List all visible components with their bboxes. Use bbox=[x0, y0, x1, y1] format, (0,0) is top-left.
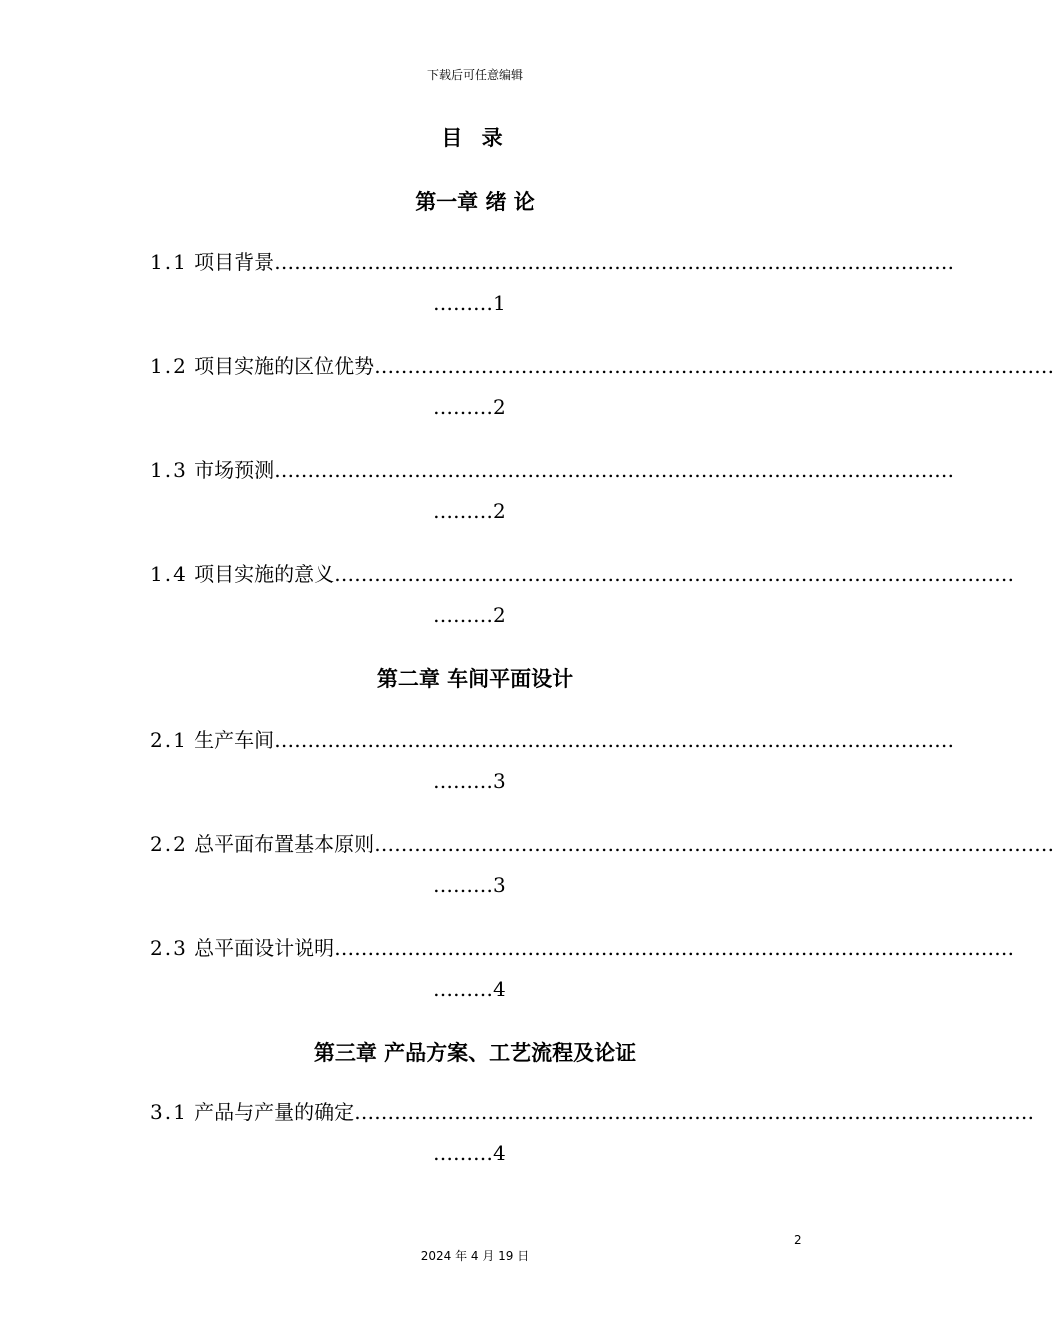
dot-leader: ……… bbox=[433, 1141, 493, 1165]
dot-leader: ……… bbox=[433, 499, 493, 523]
chapter-2-heading: 第二章 车间平面设计 bbox=[376, 667, 574, 691]
toc-pageref-2-1 bbox=[433, 766, 506, 796]
chapter-1-heading: 第一章 绪 论 bbox=[415, 190, 535, 214]
entry-page: 3 bbox=[493, 769, 506, 793]
entry-page: 4 bbox=[493, 977, 506, 1001]
entry-title: 生产车间 bbox=[194, 728, 275, 752]
entry-number: 1.4 bbox=[150, 562, 188, 586]
toc-pageref-1-4 bbox=[433, 600, 506, 630]
dot-leader: ……… bbox=[433, 603, 493, 627]
page-number: 2 bbox=[794, 1233, 802, 1247]
dot-leader: ………………………………………………………………………………………… bbox=[374, 832, 1054, 856]
entry-page: 3 bbox=[493, 873, 506, 897]
entry-title: 市场预测 bbox=[194, 458, 275, 482]
entry-number: 2.2 bbox=[150, 832, 188, 856]
entry-number: 1.2 bbox=[150, 354, 188, 378]
footer-date: 2024 年 4 月 19 日 bbox=[420, 1249, 530, 1263]
dot-leader: ………………………………………………………………………………………… bbox=[274, 250, 955, 274]
entry-page: 2 bbox=[493, 395, 506, 419]
dot-leader: ………………………………………………………………………………………… bbox=[274, 458, 955, 482]
toc-entry-1-3[interactable] bbox=[150, 455, 955, 485]
entry-number: 3.1 bbox=[150, 1100, 188, 1124]
entry-number: 2.3 bbox=[150, 936, 188, 960]
toc-pageref-2-3 bbox=[433, 974, 506, 1004]
entry-title: 项目实施的意义 bbox=[194, 562, 335, 586]
toc-entry-2-2[interactable] bbox=[150, 829, 1054, 859]
entry-page: 1 bbox=[493, 291, 506, 315]
entry-page: 2 bbox=[493, 603, 506, 627]
entry-number: 1.3 bbox=[150, 458, 188, 482]
entry-page: 4 bbox=[493, 1141, 506, 1165]
entry-title: 产品与产量的确定 bbox=[194, 1100, 355, 1124]
dot-leader: ……… bbox=[433, 977, 493, 1001]
toc-pageref-1-1 bbox=[433, 288, 506, 318]
toc-title: 目 录 bbox=[441, 126, 509, 150]
toc-pageref-2-2 bbox=[433, 870, 506, 900]
dot-leader: ……… bbox=[433, 769, 493, 793]
toc-entry-1-2[interactable] bbox=[150, 351, 1054, 381]
toc-entry-1-4[interactable] bbox=[150, 559, 1015, 589]
entry-number: 1.1 bbox=[150, 250, 188, 274]
dot-leader: ………………………………………………………………………………………… bbox=[374, 354, 1054, 378]
dot-leader: ……… bbox=[433, 291, 493, 315]
entry-title: 总平面设计说明 bbox=[194, 936, 335, 960]
dot-leader: ………………………………………………………………………………………… bbox=[274, 728, 955, 752]
header-note: 下载后可任意编辑 bbox=[426, 68, 523, 82]
toc-pageref-3-1 bbox=[433, 1138, 506, 1168]
chapter-3-heading: 第三章 产品方案、工艺流程及论证 bbox=[313, 1041, 637, 1065]
entry-number: 2.1 bbox=[150, 728, 188, 752]
dot-leader: ……… bbox=[433, 395, 493, 419]
entry-title: 项目背景 bbox=[194, 250, 275, 274]
toc-entry-3-1[interactable] bbox=[150, 1097, 1035, 1127]
entry-page: 2 bbox=[493, 499, 506, 523]
toc-entry-2-1[interactable] bbox=[150, 725, 955, 755]
dot-leader: ……… bbox=[433, 873, 493, 897]
dot-leader: ………………………………………………………………………………………… bbox=[334, 562, 1015, 586]
dot-leader: ………………………………………………………………………………………… bbox=[354, 1100, 1035, 1124]
entry-title: 总平面布置基本原则 bbox=[194, 832, 375, 856]
toc-entry-2-3[interactable] bbox=[150, 933, 1015, 963]
toc-pageref-1-3 bbox=[433, 496, 506, 526]
toc-pageref-1-2 bbox=[433, 392, 506, 422]
entry-title: 项目实施的区位优势 bbox=[194, 354, 375, 378]
toc-entry-1-1[interactable] bbox=[150, 247, 955, 277]
dot-leader: ………………………………………………………………………………………… bbox=[334, 936, 1015, 960]
